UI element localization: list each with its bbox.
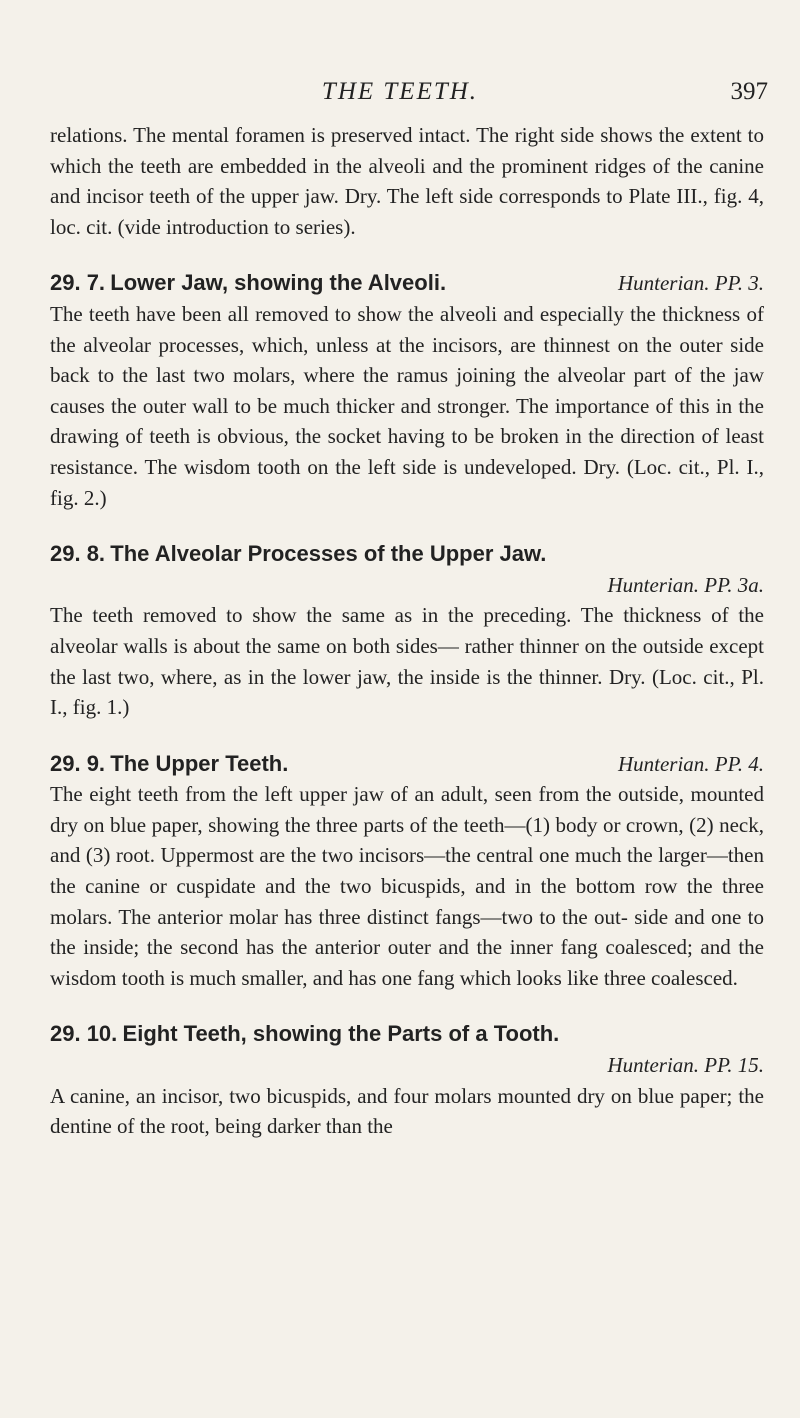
entry-description: The eight teeth from the left upper jaw of an adult, seen from the outside, mounted dry on blue paper, showing the three parts of the teeth—(1) body or crown, (2) neck, and (3) root. Uppermost are the two incisors—the central one much the larger—then the canine or cuspidate and the two bicuspids, and in the bottom row the three molars. The anterior molar has three distinct fangs—two to the out- side and one to the inside; the second has the anterior outer and the inner fang coalesced; and the wisdom tooth is much smaller, and has one fang which looks like three coalesced. [50, 782, 764, 990]
entry-number: 29. 10. [50, 1021, 118, 1047]
collection-reference: Hunterian. PP. 15. [607, 1053, 764, 1078]
page-body [50, 120, 764, 1142]
entry-heading [50, 539, 764, 600]
entry-title: Eight Teeth, showing the Parts of a Tooth. [122, 1021, 560, 1047]
continuation-paragraph: relations. The mental foramen is preserved intact. The right side shows the extent to which the teeth are embedded in the alveoli and the prominent ridges of the canine and incisor teeth of the upper jaw. Dry. The left side corresponds to Plate III., fig. 4, loc. cit. (vide introduction to series). [50, 123, 764, 239]
collection-reference: Hunterian. PP. 3a. [607, 572, 764, 597]
catalogue-entry-29-8 [50, 539, 764, 723]
catalogue-entry-29-7 [50, 268, 764, 513]
entry-title: Lower Jaw, showing the Alveoli. [110, 270, 447, 296]
entry-number: 29. 8. [50, 541, 106, 567]
collection-reference: Hunterian. PP. 4. [617, 751, 764, 776]
catalogue-entry-29-9 [50, 749, 764, 994]
entry-title: The Upper Teeth. [110, 750, 289, 776]
entry-heading [50, 1019, 764, 1080]
entry-heading [50, 749, 764, 780]
entry-description: The teeth removed to show the same as in the preceding. The thickness of the alveolar walls is about the same on both sides— rather thinner on the outside except the last two, where, as in the lower jaw, the inside is the thinner. Dry. (Loc. cit., Pl. I., fig. 1.) [50, 603, 764, 720]
entry-number: 29. 9. [50, 750, 106, 776]
collection-reference: Hunterian. PP. 3. [617, 271, 764, 296]
entry-number: 29. 7. [50, 270, 106, 296]
page-number: 397 [730, 78, 768, 105]
running-title: THE TEETH. [321, 78, 479, 105]
entry-heading [50, 268, 764, 299]
entry-title: The Alveolar Processes of the Upper Jaw. [110, 541, 547, 567]
page-header [0, 78, 800, 112]
entry-description: A canine, an incisor, two bicuspids, and four molars mounted dry on blue paper; the dentine of the root, being darker than the [50, 1083, 764, 1139]
catalogue-entry-29-10 [50, 1019, 764, 1141]
entry-description: The teeth have been all removed to show the alveoli and especially the thickness of the alveolar processes, which, unless at the incisors, are thinnest on the outer side back to the last two molars, where the ramus joining the alveolar part of the jaw causes the outer wall to be much thicker and stronger. The importance of this in the drawing of teeth is obvious, the socket having to be broken in the direction of least resistance. The wisdom tooth on the left side is undeveloped. Dry. (Loc. cit., Pl. I., fig. 2.) [50, 301, 764, 510]
